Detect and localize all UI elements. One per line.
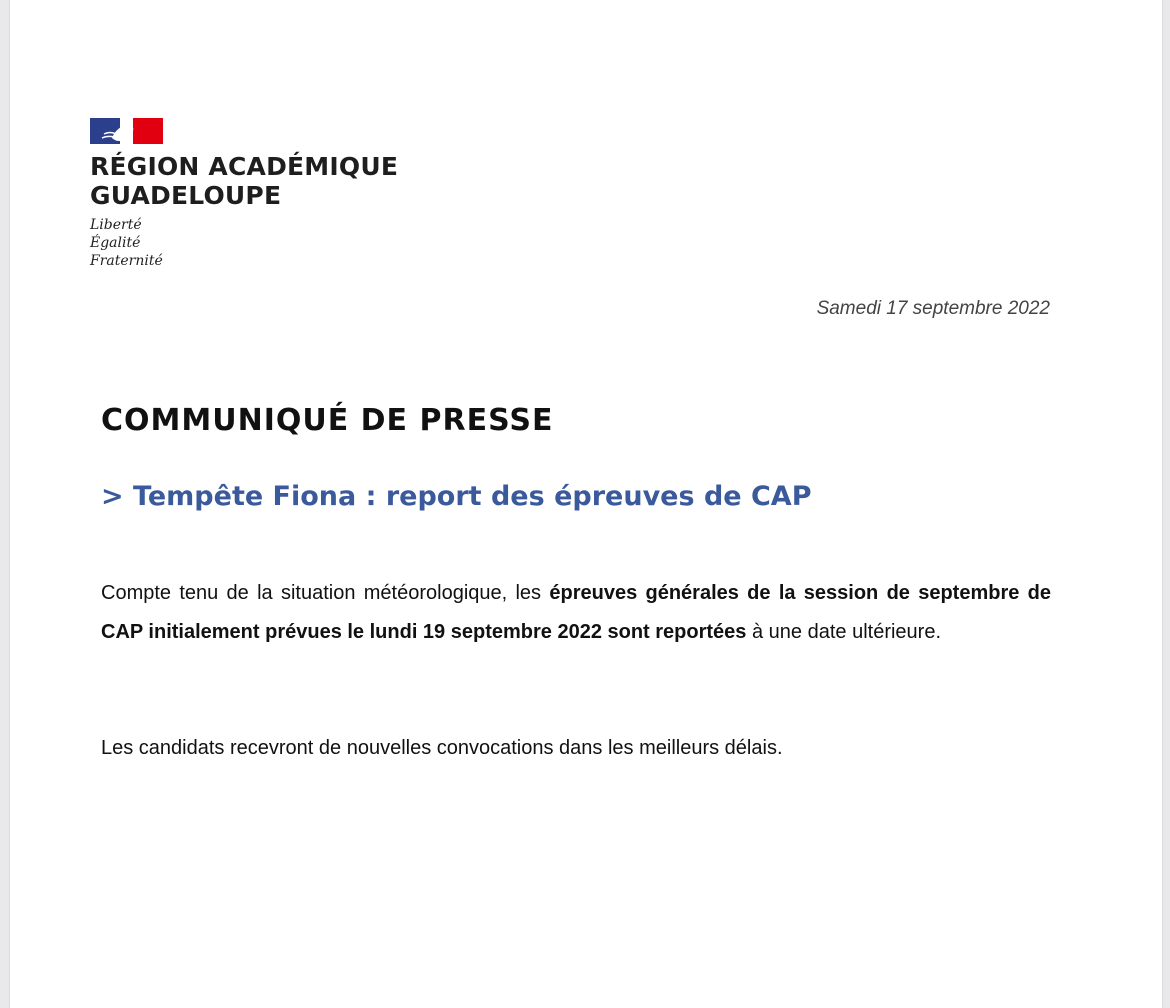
paragraph-1-end: à une date ultérieure. <box>746 621 942 643</box>
paragraph-2: Les candidats recevront de nouvelles convocations dans les meilleurs délais. <box>101 737 783 759</box>
paragraph-1-bold: épreuves générales de la session de septembre de CAP initialement prévues le lundi 19 septembre 2022 sont reportées <box>101 582 1052 643</box>
motto-egalite: Égalité <box>90 235 141 251</box>
document-date: Samedi 17 septembre 2022 <box>816 298 1050 319</box>
motto-fraternite: Fraternité <box>90 253 163 269</box>
marianne-flag-icon <box>90 118 163 144</box>
republique-logo <box>90 118 430 270</box>
paragraph-1-intro: Compte tenu de la situation météorologique, les <box>101 582 550 604</box>
region-name-line1: RÉGION ACADÉMIQUE <box>90 152 399 181</box>
motto-liberte: Liberté <box>90 217 142 233</box>
document-title: COMMUNIQUÉ DE PRESSE <box>101 403 554 438</box>
document-subtitle: > Tempête Fiona : report des épreuves de CAP <box>101 481 812 512</box>
region-name <box>90 152 430 210</box>
paragraph-1 <box>101 574 1051 652</box>
document-page <box>10 0 1162 1008</box>
region-name-line2: GUADELOUPE <box>90 181 282 210</box>
motto <box>90 216 430 270</box>
